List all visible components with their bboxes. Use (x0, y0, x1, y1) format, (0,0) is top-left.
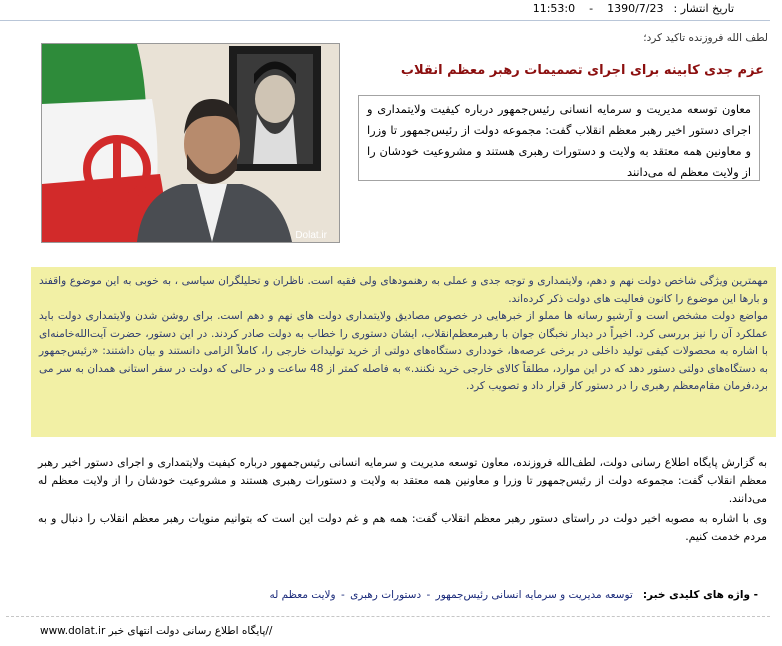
keyword-link-1[interactable]: توسعه مدیریت و سرمایه انسانی رئیس‌جمهور (435, 589, 633, 601)
news-lead: معاون توسعه مدیریت و سرمایه انسانی رئیس‌جمهور درباره کیفیت ولایتمداری و اجرای دستور اخیر رهبر معظم انقلاب گفت: مجموعه دولت از رئیس‌جمهور تا وزرا و معاونین همه معتقد به ولایت و دستورات رهبری هستند و مشروعیت خودشان را از ولایت معظم له می‌دانند (358, 95, 760, 181)
publish-date: 1390/7/23 (607, 2, 664, 15)
highlight-paragraph-2: مواضع دولت مشخص است و آرشیو رسانه ها مملو از خبرهایی در خصوص مصادیق ولایتمداری دولت های نهم و دهم است. برای روشن شدن ولایتمداری دولت باید عملکرد آن را نیز بررسی کرد. اخیراً در دیدار نخبگان جوان با رهبرمعظم‌انقلاب، ایشان دستوری را خطاب به دولت صادر کردند. در این دستور، حضرت آیت‌الله‌خامنه‌ای با اشاره به محصولات کیفی تولید داخلی در برخی عرصه‌ها، خودداری دستگاه‌های دولتی از خرید تولیدات خارجی را، کاملاً الزامی دانستند و بیان داشتند: «رئیس‌جمهور به دستگاه‌های دولتی دستور دهد که در این موارد، مطلقاً کالای خارجی خرید نکنند.» به فاصله کمتر از 48 ساعت و در حالی که دولت در سفر استانی همدان به سر می برد،فرمان مقام‌معظم رهبری را در دستور کار قرار داد و تصویب کرد. (39, 310, 768, 392)
keyword-link-2[interactable]: دستورات رهبری (350, 589, 422, 601)
date-time-separator: - (589, 2, 594, 15)
publish-date-label: تاریخ انتشار : (673, 2, 734, 15)
footer-divider (6, 616, 770, 617)
keywords-label: - واژه های کلیدی خبر: (642, 589, 758, 601)
highlight-paragraph-1: مهمترین ویژگی شاخص دولت نهم و دهم، ولایتمداری و توجه جدی و عملی به رهنمودهای ولی فقیه است. ناظران و تحلیلگران سیاسی ، به خوبی به این موضوع واقفند و بارها این موضوع را کانون فعالیت های دولت ذکر کرده‌اند. (39, 275, 768, 305)
publish-info-bar (0, 0, 770, 21)
keywords-row (270, 589, 759, 601)
footer-source: //پایگاه اطلاع رسانی دولت (156, 625, 273, 637)
publish-time: 11:53:0 (532, 2, 576, 15)
site-link[interactable]: www.dolat.ir (40, 625, 106, 637)
subtitle: لطف الله فروزنده تاکید کرد؛ (643, 32, 768, 44)
keyword-link-3[interactable]: ولایت معظم له (269, 589, 336, 601)
news-headline: عزم جدی کابینه برای اجرای تصمیمات رهبر معظم انقلاب (400, 63, 764, 78)
keyword-separator: - (340, 589, 345, 601)
body-paragraph-1: به گزارش پایگاه اطلاع رسانی دولت، لطف‌الله فروزنده، معاون توسعه مدیریت و سرمایه انسانی رئیس‌جمهور درباره کیفیت ولایتمداری و اجرای دستور اخیر رهبر معظم انقلاب گفت: مجموعه دولت از رئیس‌جمهور تا وزرا و معاونین همه معتقد به ولایت و دستورات رهبری هستند و مشروعیت خودشان را از ولایت معظم له می‌دانند. (38, 456, 767, 505)
footer-end: انتهای خبر (108, 625, 153, 637)
keyword-separator: - (426, 589, 431, 601)
footer-line (40, 625, 272, 637)
news-photo (41, 43, 340, 243)
highlighted-intro (31, 267, 776, 437)
portrait-frame-icon (229, 46, 321, 171)
body-paragraph-2: وی با اشاره به مصوبه اخیر دولت در راستای دستور رهبر معظم انقلاب گفت: همه هم و غم دولت این است که بتوانیم منویات رهبر معظم انقلاب را دنبال و به مردم خدمت کنیم. (38, 512, 767, 543)
news-body (38, 454, 767, 546)
photo-watermark: Dolat.ir (295, 230, 327, 241)
